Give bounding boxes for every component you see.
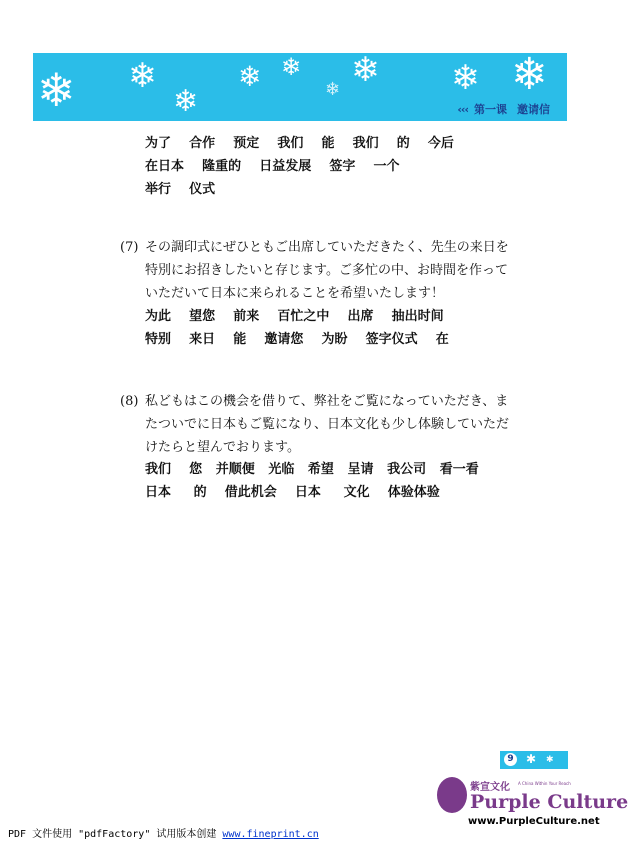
snowflake-icon: ❄ <box>37 63 76 117</box>
lesson-topic: 邀请信 <box>517 103 550 116</box>
japanese-sentence-line: いただいて日本に来られることを希望いたします！ <box>145 286 445 301</box>
publisher-name: Purple Culture <box>470 791 628 813</box>
japanese-sentence-line: 私どもはこの機会を借りて、弊社をご覧になっていただき、ま <box>145 394 509 409</box>
word-row: 为此 望您 前来 百忙之中 出席 抽出时间 <box>145 309 444 324</box>
purple-culture-logo-icon <box>437 777 467 813</box>
japanese-sentence-line: その調印式にぜひともご出席していただきたく、先生の来日を <box>145 240 509 255</box>
snowflake-icon: ❄ <box>451 58 480 98</box>
word-row: 日本 的 借此机会 日本 文化 体验体验 <box>145 485 440 500</box>
publisher-name-cn: 紫宣文化 <box>470 782 510 793</box>
publisher-tagline: A China Within Your Reach <box>518 781 571 786</box>
word-row: 举行 仪式 <box>145 182 216 197</box>
snowflake-icon: ✱ <box>526 752 537 766</box>
snowflake-icon: ❄ <box>128 56 157 96</box>
footer-link[interactable]: www.fineprint.cn <box>222 829 319 840</box>
lesson-header <box>457 101 550 117</box>
page-number: 9 <box>504 753 517 766</box>
pdf-footer <box>8 825 319 840</box>
footer-text: PDF 文件使用 "pdfFactory" 试用版本创建 <box>8 829 217 840</box>
word-row: 特别 来日 能 邀请您 为盼 签字仪式 在 <box>145 332 449 347</box>
snowflake-icon: ❄ <box>281 53 302 81</box>
publisher-url: www.PurpleCulture.net <box>468 816 600 827</box>
exercise-number: (8) <box>120 394 139 409</box>
japanese-sentence-line: けたらと望んでおります。 <box>145 440 300 455</box>
word-row: 为了 合作 预定 我们 能 我们 的 今后 <box>145 136 454 151</box>
word-row: 在日本 隆重的 日益发展 签字 一个 <box>145 159 400 174</box>
lesson-number: 第一课 <box>474 103 507 116</box>
snowflake-icon: ❄ <box>351 50 380 90</box>
exercise-number: (7) <box>120 240 139 255</box>
snowflake-icon: ❄ <box>325 79 341 100</box>
snowflake-icon: ❄ <box>173 84 199 119</box>
japanese-sentence-line: 特別にお招きしたいと存じます。ご多忙の中、お時間を作って <box>145 263 508 278</box>
snowflake-icon: ❄ <box>238 60 262 93</box>
snowflake-icon: ❄ <box>511 49 548 100</box>
snowflake-icon: ✱ <box>546 755 554 765</box>
japanese-sentence-line: たついでに日本もご覧になり、日本文化も少し体験していただ <box>145 417 510 432</box>
chevron-left-icon: ‹‹‹ <box>457 103 468 116</box>
word-row: 我们 您 并顺便 光临 希望 呈请 我公司 看一看 <box>145 462 479 477</box>
